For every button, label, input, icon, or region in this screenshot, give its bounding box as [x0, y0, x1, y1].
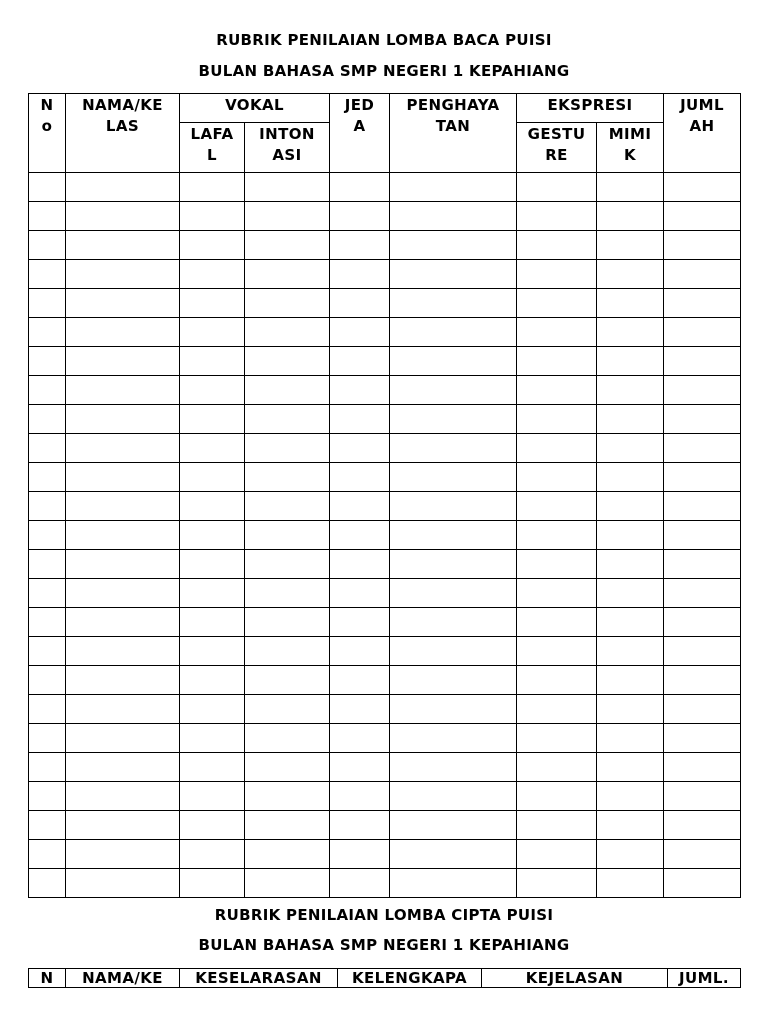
- table-cell[interactable]: [180, 260, 245, 289]
- table-row: [29, 202, 741, 231]
- table-cell[interactable]: [330, 521, 390, 550]
- table-row: [29, 608, 741, 637]
- table-cell[interactable]: [330, 347, 390, 376]
- table-cell[interactable]: [66, 463, 180, 492]
- table-cell[interactable]: [66, 869, 180, 898]
- table-row: [29, 376, 741, 405]
- table-cell[interactable]: [517, 202, 597, 231]
- table-cell[interactable]: [330, 637, 390, 666]
- table-row: [29, 840, 741, 869]
- table-cell[interactable]: [330, 724, 390, 753]
- table-cell[interactable]: [597, 695, 664, 724]
- table-cell[interactable]: [29, 840, 66, 869]
- table-cell[interactable]: [597, 637, 664, 666]
- table-cell[interactable]: [66, 753, 180, 782]
- table-cell[interactable]: [245, 579, 330, 608]
- table-cell[interactable]: [29, 666, 66, 695]
- table-cell[interactable]: [390, 260, 517, 289]
- table-cell[interactable]: [390, 405, 517, 434]
- table-cell[interactable]: [664, 521, 741, 550]
- table-cell[interactable]: [29, 695, 66, 724]
- header2-jumlah: JUML.: [668, 969, 741, 988]
- header-nama-kelas: NAMA/KE LAS: [66, 94, 180, 173]
- table-cell[interactable]: [517, 405, 597, 434]
- table-cell[interactable]: [664, 840, 741, 869]
- table-cell[interactable]: [517, 289, 597, 318]
- table-cell[interactable]: [664, 811, 741, 840]
- table-row: [29, 550, 741, 579]
- table-cell[interactable]: [517, 608, 597, 637]
- table-row: [29, 869, 741, 898]
- table-cell[interactable]: [245, 811, 330, 840]
- table-cell[interactable]: [330, 463, 390, 492]
- table-cell[interactable]: [330, 666, 390, 695]
- table-cell[interactable]: [29, 260, 66, 289]
- table-cell[interactable]: [245, 376, 330, 405]
- table-baca-puisi: [28, 93, 741, 898]
- table-cell[interactable]: [180, 608, 245, 637]
- table-row: [29, 782, 741, 811]
- table-cell[interactable]: [597, 173, 664, 202]
- table-cell[interactable]: [664, 376, 741, 405]
- table-cell[interactable]: [245, 405, 330, 434]
- table-cell[interactable]: [390, 840, 517, 869]
- table-cell[interactable]: [664, 492, 741, 521]
- table-cell[interactable]: [390, 811, 517, 840]
- table-cell[interactable]: [597, 521, 664, 550]
- table-cell[interactable]: [245, 463, 330, 492]
- header-jeda: JED A: [330, 94, 390, 173]
- table-cell[interactable]: [517, 434, 597, 463]
- table-cell[interactable]: [180, 289, 245, 318]
- table-cell[interactable]: [597, 463, 664, 492]
- table-cell[interactable]: [597, 318, 664, 347]
- table-cell[interactable]: [245, 318, 330, 347]
- table-cell[interactable]: [180, 666, 245, 695]
- table-cell[interactable]: [517, 811, 597, 840]
- table-cell[interactable]: [66, 695, 180, 724]
- table-cell[interactable]: [29, 637, 66, 666]
- table-cell[interactable]: [390, 695, 517, 724]
- table-cell[interactable]: [597, 289, 664, 318]
- header-vokal: VOKAL: [180, 94, 330, 123]
- table-row: [29, 579, 741, 608]
- table-cell[interactable]: [29, 550, 66, 579]
- table-cell[interactable]: [330, 202, 390, 231]
- table-cell[interactable]: [245, 492, 330, 521]
- table-cell[interactable]: [180, 753, 245, 782]
- table-cell[interactable]: [664, 173, 741, 202]
- table-cell[interactable]: [664, 405, 741, 434]
- table-cell[interactable]: [664, 666, 741, 695]
- table-row: [29, 173, 741, 202]
- table-cell[interactable]: [29, 231, 66, 260]
- header-mimik: MIMI K: [597, 123, 664, 173]
- table-cell[interactable]: [66, 579, 180, 608]
- title-baca-puisi: RUBRIK PENILAIAN LOMBA BACA PUISI: [216, 31, 552, 49]
- table-cell[interactable]: [517, 521, 597, 550]
- table-cell[interactable]: [29, 492, 66, 521]
- table-cell[interactable]: [330, 695, 390, 724]
- table-cell[interactable]: [66, 376, 180, 405]
- table-cell[interactable]: [390, 463, 517, 492]
- table-cell[interactable]: [517, 260, 597, 289]
- table-cell[interactable]: [517, 347, 597, 376]
- table-cell[interactable]: [29, 782, 66, 811]
- table-cell[interactable]: [180, 782, 245, 811]
- table-cell[interactable]: [664, 347, 741, 376]
- table-cell[interactable]: [390, 318, 517, 347]
- table-row: [29, 405, 741, 434]
- table-cell[interactable]: [390, 550, 517, 579]
- table-cell[interactable]: [330, 231, 390, 260]
- table-cell[interactable]: [180, 173, 245, 202]
- table-cell[interactable]: [517, 753, 597, 782]
- table-cell[interactable]: [664, 289, 741, 318]
- table-cell[interactable]: [29, 608, 66, 637]
- table-cell[interactable]: [597, 347, 664, 376]
- table-cell[interactable]: [66, 202, 180, 231]
- table-cell[interactable]: [66, 782, 180, 811]
- table-cell[interactable]: [517, 579, 597, 608]
- table-cell[interactable]: [390, 492, 517, 521]
- table-cell[interactable]: [245, 724, 330, 753]
- table-cell[interactable]: [66, 173, 180, 202]
- table-row: [29, 434, 741, 463]
- table-cell[interactable]: [390, 231, 517, 260]
- table-cell[interactable]: [180, 405, 245, 434]
- table-cell[interactable]: [66, 434, 180, 463]
- table-cell[interactable]: [245, 666, 330, 695]
- table-cell[interactable]: [180, 376, 245, 405]
- table-cell[interactable]: [29, 521, 66, 550]
- table-cell[interactable]: [29, 289, 66, 318]
- table-cell[interactable]: [330, 376, 390, 405]
- header-ekspresi: EKSPRESI: [517, 94, 664, 123]
- table-cell[interactable]: [664, 231, 741, 260]
- table-cell[interactable]: [66, 724, 180, 753]
- table-cell[interactable]: [517, 492, 597, 521]
- header2-kelengkapan: KELENGKAPA: [338, 969, 482, 988]
- table-cell[interactable]: [664, 260, 741, 289]
- header2-nama: NAMA/KE: [66, 969, 180, 988]
- table-row: [29, 811, 741, 840]
- table-cell[interactable]: [597, 753, 664, 782]
- table-cell[interactable]: [517, 231, 597, 260]
- table-cell[interactable]: [29, 869, 66, 898]
- table-row: [29, 637, 741, 666]
- table-cell[interactable]: [664, 782, 741, 811]
- table-cell[interactable]: [180, 637, 245, 666]
- table-cell[interactable]: [664, 695, 741, 724]
- header2-kejelasan: KEJELASAN: [482, 969, 668, 988]
- table-cell[interactable]: [517, 376, 597, 405]
- table-cell[interactable]: [66, 347, 180, 376]
- table-cell[interactable]: [66, 840, 180, 869]
- table-cell[interactable]: [29, 579, 66, 608]
- table-cell[interactable]: [330, 840, 390, 869]
- table-cell[interactable]: [517, 550, 597, 579]
- table-cell[interactable]: [597, 376, 664, 405]
- table-cell[interactable]: [597, 405, 664, 434]
- table-cell[interactable]: [664, 550, 741, 579]
- table-cell[interactable]: [664, 579, 741, 608]
- table-body: [29, 173, 741, 898]
- table-cell[interactable]: [180, 318, 245, 347]
- table-cell[interactable]: [66, 405, 180, 434]
- table-cell[interactable]: [245, 695, 330, 724]
- table-cell[interactable]: [517, 869, 597, 898]
- table-cell[interactable]: [29, 347, 66, 376]
- table-row: [29, 492, 741, 521]
- table-cell[interactable]: [180, 840, 245, 869]
- table-cell[interactable]: [66, 289, 180, 318]
- table-row: [29, 289, 741, 318]
- table-cell[interactable]: [330, 869, 390, 898]
- table-cell[interactable]: [245, 869, 330, 898]
- table-cell[interactable]: [597, 550, 664, 579]
- table-cell[interactable]: [180, 869, 245, 898]
- table-cell[interactable]: [390, 173, 517, 202]
- table-row: [29, 318, 741, 347]
- table-cell[interactable]: [330, 289, 390, 318]
- table-cell[interactable]: [597, 260, 664, 289]
- table-cell[interactable]: [66, 637, 180, 666]
- title-cipta-puisi: RUBRIK PENILAIAN LOMBA CIPTA PUISI: [214, 906, 554, 924]
- table-cell[interactable]: [330, 405, 390, 434]
- table-cell[interactable]: [245, 550, 330, 579]
- table-cell[interactable]: [180, 434, 245, 463]
- table-cell[interactable]: [330, 434, 390, 463]
- table-cell[interactable]: [180, 521, 245, 550]
- table-cell[interactable]: [597, 434, 664, 463]
- table-row: [29, 347, 741, 376]
- table-cell[interactable]: [664, 463, 741, 492]
- table-cell[interactable]: [29, 405, 66, 434]
- table-cell[interactable]: [664, 434, 741, 463]
- table-cell[interactable]: [29, 202, 66, 231]
- table-cell[interactable]: [517, 463, 597, 492]
- table-cell[interactable]: [664, 869, 741, 898]
- table-cell[interactable]: [390, 608, 517, 637]
- table-cell[interactable]: [517, 173, 597, 202]
- table-cell[interactable]: [517, 318, 597, 347]
- table-cell[interactable]: [664, 637, 741, 666]
- table-cell[interactable]: [245, 637, 330, 666]
- header-gesture: GESTU RE: [517, 123, 597, 173]
- table-cell[interactable]: [664, 202, 741, 231]
- header-jumlah: JUML AH: [664, 94, 741, 173]
- table-cell[interactable]: [597, 231, 664, 260]
- table-cell[interactable]: [390, 579, 517, 608]
- table-cell[interactable]: [390, 347, 517, 376]
- table-cell[interactable]: [29, 434, 66, 463]
- table-row: [29, 724, 741, 753]
- table-row: [29, 521, 741, 550]
- table-cell[interactable]: [330, 579, 390, 608]
- table-cell[interactable]: [517, 666, 597, 695]
- table-cell[interactable]: [390, 753, 517, 782]
- header-no: N o: [29, 94, 66, 173]
- table-cell[interactable]: [29, 173, 66, 202]
- table-cell[interactable]: [29, 376, 66, 405]
- table-cell[interactable]: [330, 318, 390, 347]
- table-cell[interactable]: [245, 840, 330, 869]
- table-cell[interactable]: [597, 782, 664, 811]
- table-cell[interactable]: [245, 434, 330, 463]
- table-cell[interactable]: [517, 637, 597, 666]
- header2-no: N: [29, 969, 66, 988]
- table-cell[interactable]: [29, 724, 66, 753]
- table-cell[interactable]: [245, 231, 330, 260]
- table-cell[interactable]: [597, 811, 664, 840]
- table-cell[interactable]: [66, 492, 180, 521]
- table-cell[interactable]: [597, 608, 664, 637]
- table-cell[interactable]: [330, 753, 390, 782]
- table-cell[interactable]: [597, 724, 664, 753]
- table-cell[interactable]: [66, 811, 180, 840]
- table-cell[interactable]: [245, 289, 330, 318]
- table-cell[interactable]: [330, 260, 390, 289]
- subtitle-cipta-puisi: BULAN BAHASA SMP NEGERI 1 KEPAHIANG: [198, 936, 570, 954]
- header-intonasi: INTON ASI: [245, 123, 330, 173]
- table-cell[interactable]: [390, 666, 517, 695]
- table-cell[interactable]: [29, 753, 66, 782]
- table-cell[interactable]: [245, 782, 330, 811]
- table-cell[interactable]: [180, 724, 245, 753]
- table-cell[interactable]: [517, 840, 597, 869]
- table-cell[interactable]: [180, 463, 245, 492]
- table-row: [29, 260, 741, 289]
- table-row: [29, 666, 741, 695]
- table-cell[interactable]: [597, 869, 664, 898]
- table-cell[interactable]: [517, 724, 597, 753]
- table-cell[interactable]: [66, 550, 180, 579]
- table-cell[interactable]: [29, 318, 66, 347]
- table-cell[interactable]: [390, 869, 517, 898]
- table-cell[interactable]: [180, 579, 245, 608]
- table-cell[interactable]: [245, 173, 330, 202]
- table-cell[interactable]: [330, 173, 390, 202]
- subtitle-baca-puisi: BULAN BAHASA SMP NEGERI 1 KEPAHIANG: [198, 62, 570, 80]
- table-cell[interactable]: [180, 231, 245, 260]
- table-row: [29, 231, 741, 260]
- table-cell[interactable]: [180, 347, 245, 376]
- table-cell[interactable]: [245, 347, 330, 376]
- table-cell[interactable]: [180, 550, 245, 579]
- table-cell[interactable]: [180, 695, 245, 724]
- table-cell[interactable]: [66, 318, 180, 347]
- table-cell[interactable]: [664, 608, 741, 637]
- table-cell[interactable]: [330, 550, 390, 579]
- table-cell[interactable]: [29, 463, 66, 492]
- table-cell[interactable]: [390, 637, 517, 666]
- table-cell[interactable]: [245, 753, 330, 782]
- table-cell[interactable]: [245, 608, 330, 637]
- table-cell[interactable]: [390, 521, 517, 550]
- table-cell[interactable]: [180, 202, 245, 231]
- header2-keselarasan: KESELARASAN: [180, 969, 338, 988]
- table-cell[interactable]: [390, 724, 517, 753]
- table-cell[interactable]: [517, 695, 597, 724]
- table-row: [29, 463, 741, 492]
- table-cell[interactable]: [664, 318, 741, 347]
- table-cell[interactable]: [245, 260, 330, 289]
- header-lafal: LAFA L: [180, 123, 245, 173]
- table-cell[interactable]: [66, 231, 180, 260]
- table-cell[interactable]: [390, 782, 517, 811]
- table-cell[interactable]: [180, 492, 245, 521]
- table-cell[interactable]: [66, 608, 180, 637]
- table-cell[interactable]: [330, 811, 390, 840]
- table-cell[interactable]: [597, 579, 664, 608]
- table-cell[interactable]: [390, 434, 517, 463]
- table-cell[interactable]: [66, 260, 180, 289]
- table-cell[interactable]: [330, 608, 390, 637]
- table-cell[interactable]: [390, 202, 517, 231]
- table-cell[interactable]: [180, 811, 245, 840]
- table-row: [29, 753, 741, 782]
- table-row: [29, 695, 741, 724]
- table-cell[interactable]: [245, 202, 330, 231]
- table-cell[interactable]: [517, 782, 597, 811]
- table-cell[interactable]: [66, 521, 180, 550]
- table-cell[interactable]: [664, 724, 741, 753]
- table-cell[interactable]: [597, 666, 664, 695]
- table-cell[interactable]: [597, 202, 664, 231]
- table-cell[interactable]: [597, 840, 664, 869]
- table-cell[interactable]: [245, 521, 330, 550]
- table-cell[interactable]: [330, 782, 390, 811]
- header-penghayatan: PENGHAYA TAN: [390, 94, 517, 173]
- table-cipta-puisi: [28, 968, 741, 988]
- table-cell[interactable]: [390, 376, 517, 405]
- table-cell[interactable]: [664, 753, 741, 782]
- table-cell[interactable]: [597, 492, 664, 521]
- table-cell[interactable]: [390, 289, 517, 318]
- table-cell[interactable]: [330, 492, 390, 521]
- table-cell[interactable]: [29, 811, 66, 840]
- table-cell[interactable]: [66, 666, 180, 695]
